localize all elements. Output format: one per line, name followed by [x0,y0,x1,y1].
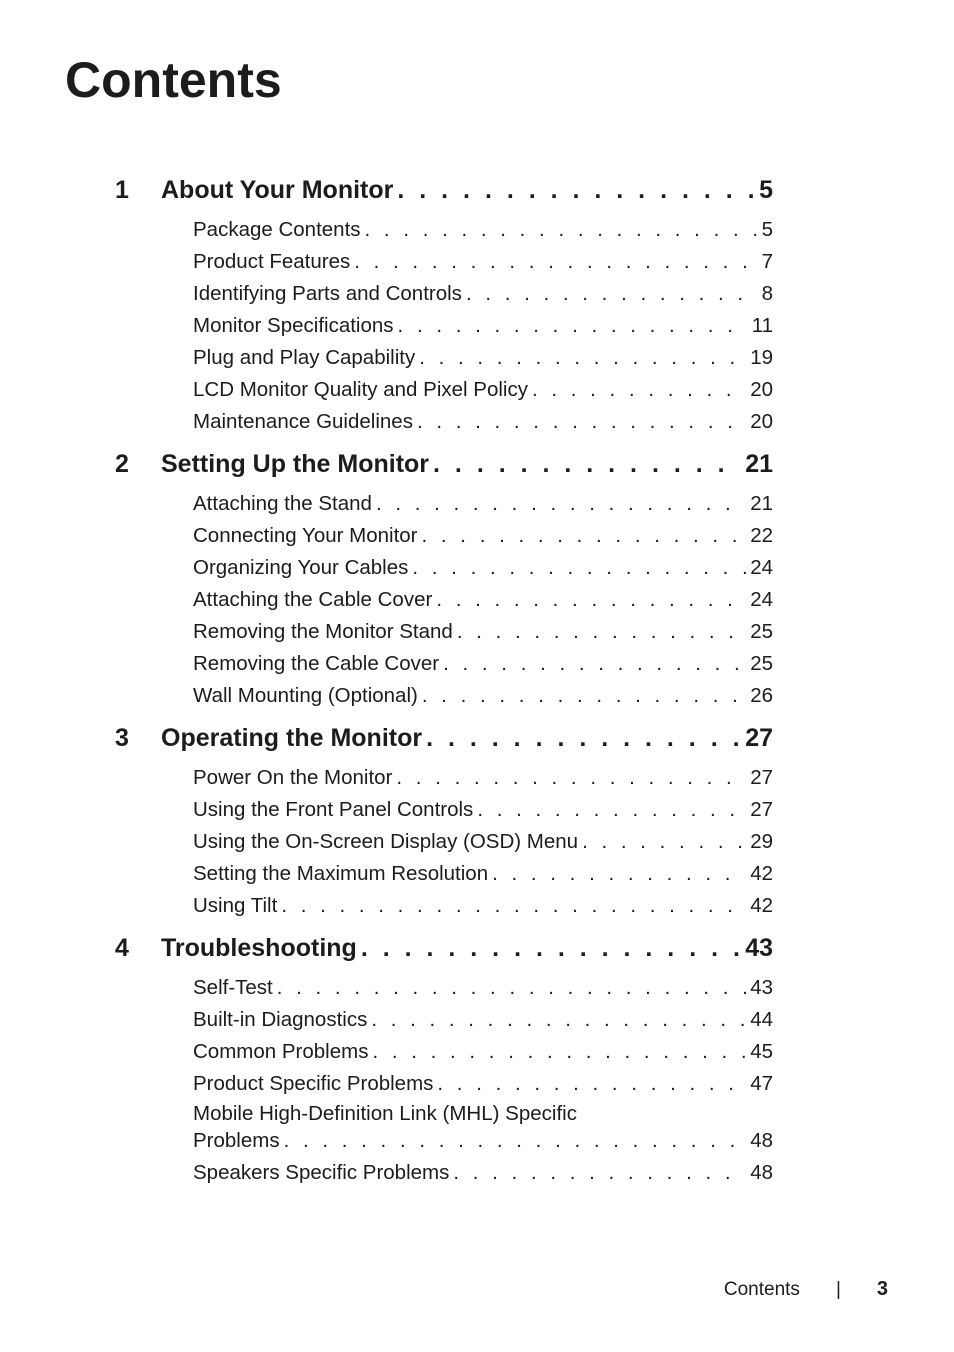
entry-title: Common Problems [193,1040,369,1063]
entry-page: 25 [750,620,773,643]
chapter-title: Troubleshooting [161,934,357,962]
toc-entry[interactable] [193,342,773,374]
dot-leader [422,680,746,712]
footer-section-label: Contents [723,1279,800,1300]
dot-leader [426,724,741,753]
entry-page: 8 [761,282,773,305]
chapter-heading[interactable] [115,934,773,970]
entry-title: Speakers Specific Problems [193,1161,450,1184]
toc-entry[interactable] [193,972,773,1004]
toc-entry[interactable] [193,616,773,648]
entry-title: Organizing Your Cables [193,556,409,579]
dot-leader [412,552,746,584]
toc-entry[interactable] [193,552,773,584]
toc-entry[interactable] [193,858,773,890]
entry-title-continued: Problems [193,1129,280,1152]
section-list [193,762,773,922]
chapter-title: About Your Monitor [161,176,394,204]
dot-leader [281,890,746,922]
chapter-number: 2 [115,450,129,478]
entry-page: 42 [750,894,773,917]
toc-entry[interactable] [193,1157,773,1189]
toc-entry[interactable] [193,1004,773,1036]
entry-title: Using the Front Panel Controls [193,798,474,821]
toc-entry[interactable] [193,374,773,406]
dot-leader [371,1004,746,1036]
entry-title: Setting the Maximum Resolution [193,862,489,885]
chapter-number: 1 [115,176,129,204]
entry-title: Built-in Diagnostics [193,1008,368,1031]
dot-leader [365,214,758,246]
dot-leader [284,1127,747,1154]
toc-entry[interactable] [193,794,773,826]
entry-page: 42 [750,862,773,885]
toc-entry[interactable] [193,278,773,310]
dot-leader [372,1036,746,1068]
section-list [193,214,773,438]
entry-title: Attaching the Cable Cover [193,588,433,611]
dot-leader [443,648,746,680]
dot-leader [453,1157,746,1189]
dot-leader [477,794,746,826]
entry-title: Connecting Your Monitor [193,524,418,547]
toc-entry[interactable] [193,890,773,922]
toc-entry[interactable] [193,310,773,342]
toc-entry[interactable] [193,1100,773,1154]
entry-title: Product Specific Problems [193,1072,434,1095]
chapter-page: 21 [745,450,773,478]
toc-entry[interactable] [193,648,773,680]
chapter-title: Setting Up the Monitor [161,450,430,478]
entry-title: Package Contents [193,218,361,241]
dot-leader [422,520,747,552]
entry-page: 22 [750,524,773,547]
toc-entry[interactable] [193,680,773,712]
dot-leader [419,342,746,374]
dot-leader [398,310,748,342]
dot-leader [361,934,741,963]
entry-title: Identifying Parts and Controls [193,282,462,305]
entry-title: Power On the Monitor [193,766,393,789]
toc-entry[interactable] [193,1068,773,1100]
entry-page: 43 [750,976,773,999]
entry-page: 5 [761,218,773,241]
chapter-page: 27 [745,724,773,752]
entry-title: LCD Monitor Quality and Pixel Policy [193,378,528,401]
entry-page: 20 [750,410,773,433]
entry-page: 21 [750,492,773,515]
toc-entry[interactable] [193,214,773,246]
toc-entry[interactable] [193,406,773,438]
chapter-number: 3 [115,724,129,752]
entry-page: 24 [750,556,773,579]
toc-entry[interactable] [193,762,773,794]
footer-separator: | [835,1279,841,1300]
entry-title: Self-Test [193,976,273,999]
toc-entry[interactable] [193,584,773,616]
chapter-2 [115,450,773,712]
entry-page: 27 [750,798,773,821]
dot-leader [457,616,746,648]
entry-title: Mobile High-Definition Link (MHL) Specific [193,1102,577,1125]
entry-page: 27 [750,766,773,789]
dot-leader [433,450,741,479]
entry-page: 24 [750,588,773,611]
dot-leader [466,278,758,310]
chapter-3 [115,724,773,922]
dot-leader [436,584,746,616]
entry-page: 20 [750,378,773,401]
entry-page: 48 [750,1161,773,1184]
section-list [193,488,773,712]
chapter-title: Operating the Monitor [161,724,423,752]
entry-page: 45 [750,1040,773,1063]
page-number: 3 [876,1278,888,1300]
entry-title: Monitor Specifications [193,314,394,337]
chapter-4 [115,934,773,1189]
entry-title: Attaching the Stand [193,492,372,515]
dot-leader [532,374,746,406]
toc-entry[interactable] [193,246,773,278]
dot-leader [582,826,746,858]
entry-title: Removing the Monitor Stand [193,620,453,643]
chapter-heading[interactable] [115,724,773,760]
entry-page: 47 [750,1072,773,1095]
entry-page: 48 [750,1129,773,1152]
entry-title: Plug and Play Capability [193,346,416,369]
chapter-1 [115,176,773,438]
entry-page: 44 [750,1008,773,1031]
entry-page: 25 [750,652,773,675]
dot-leader [397,176,755,205]
table-of-contents [115,176,773,1201]
toc-entry[interactable] [193,826,773,858]
page-title: Contents [65,52,282,108]
section-list [193,972,773,1189]
entry-title: Wall Mounting (Optional) [193,684,418,707]
chapter-heading[interactable] [115,176,773,212]
dot-leader [376,488,746,520]
chapter-heading[interactable] [115,450,773,486]
toc-entry[interactable] [193,520,773,552]
entry-title: Using Tilt [193,894,278,917]
entry-title: Product Features [193,250,351,273]
entry-page: 26 [750,684,773,707]
dot-leader [492,858,746,890]
entry-page: 19 [750,346,773,369]
toc-entry[interactable] [193,488,773,520]
page-footer [724,1278,888,1301]
entry-page: 29 [750,830,773,853]
dot-leader [277,972,746,1004]
dot-leader [396,762,746,794]
toc-entry[interactable] [193,1036,773,1068]
entry-title: Maintenance Guidelines [193,410,413,433]
entry-page: 7 [761,250,773,273]
chapter-page: 43 [745,934,773,962]
dot-leader [437,1068,746,1100]
entry-title: Using the On-Screen Display (OSD) Menu [193,830,579,853]
dot-leader [417,406,746,438]
entry-title: Removing the Cable Cover [193,652,440,675]
dot-leader [354,246,757,278]
chapter-number: 4 [115,934,129,962]
chapter-page: 5 [759,176,773,204]
entry-page: 11 [751,314,773,337]
